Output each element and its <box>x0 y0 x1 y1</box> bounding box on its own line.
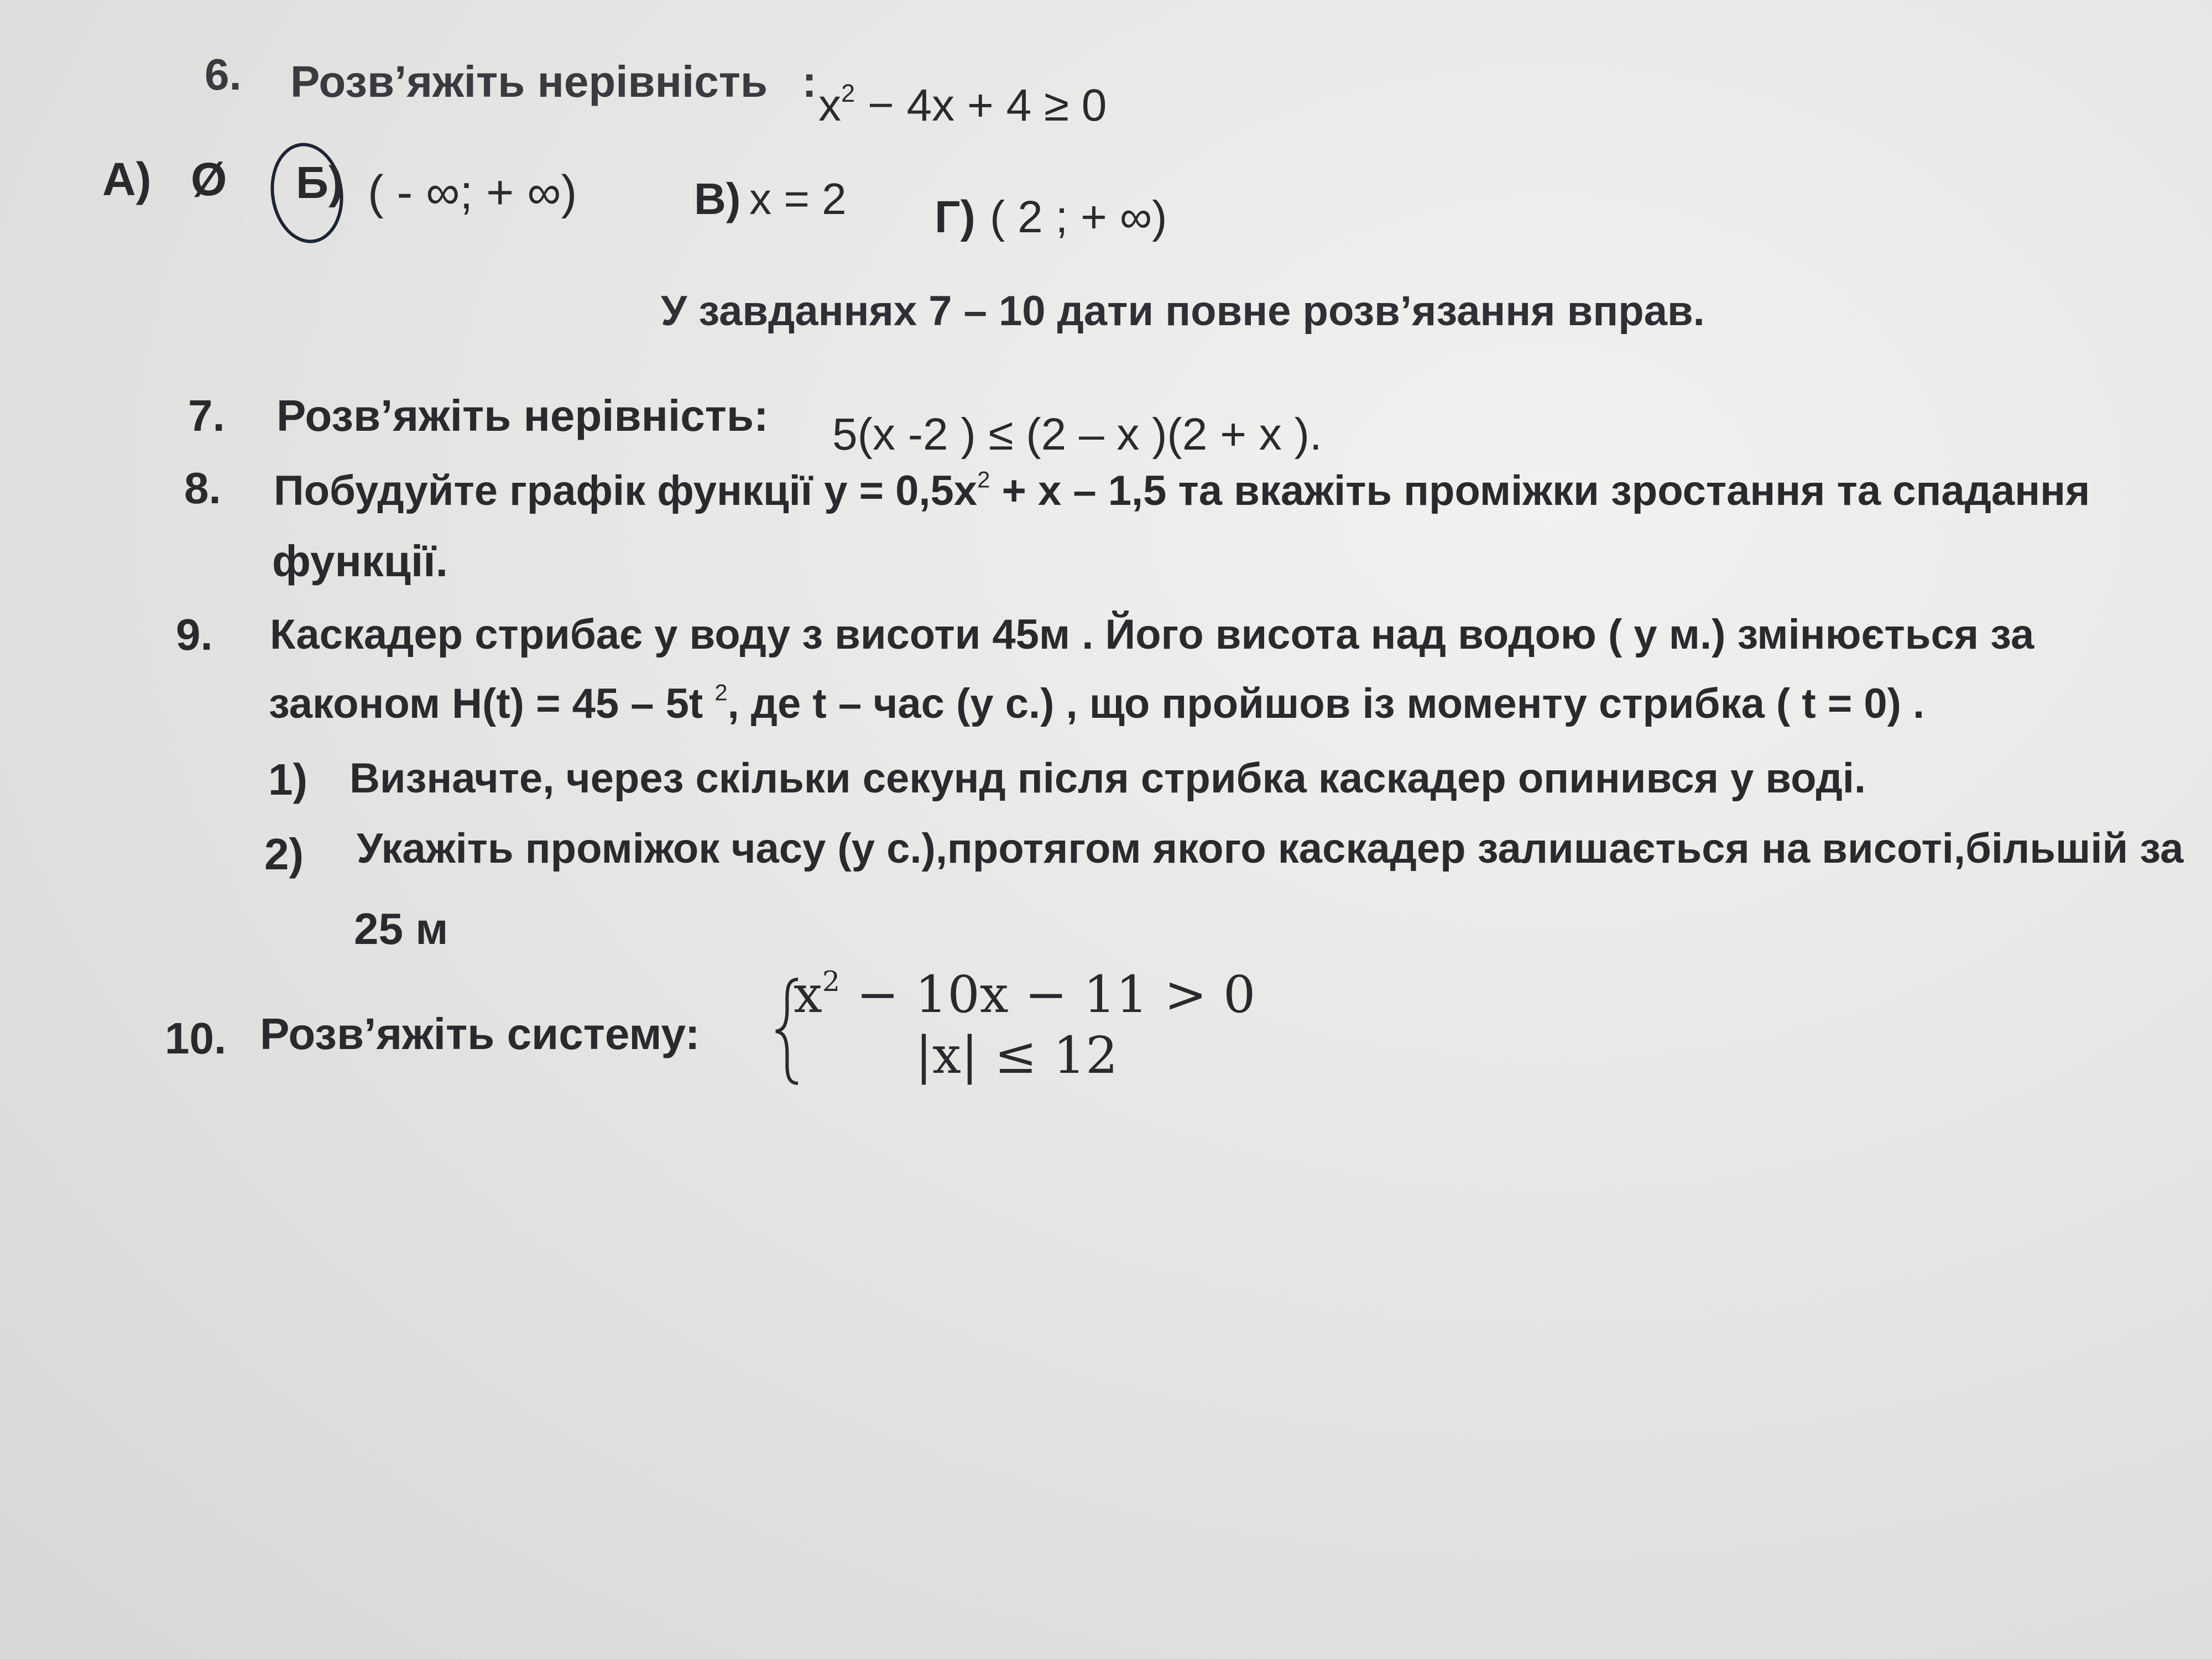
q9-line2 <box>269 679 1925 727</box>
q7-expression: 5(x -2 ) ≤ (2 – x )(2 + x ). <box>832 409 1322 460</box>
q7-text: Розв’яжіть нерівність: <box>276 391 769 440</box>
eq1-exponent: 2 <box>822 965 841 998</box>
q9-sub1-number: 1) <box>268 755 308 804</box>
q6-number: 6. <box>205 50 242 99</box>
q8-text-end: + х – 1,5 та вкажіть проміжки зростання та спадання <box>990 467 2090 514</box>
q8-line2: функції. <box>272 536 448 586</box>
q9-sub2-number: 2) <box>264 830 304 879</box>
option-a-value: Ø <box>191 153 227 205</box>
q6-prompt: Розв’яжіть нерівність <box>290 57 768 106</box>
q6-expr-base: x <box>818 80 841 131</box>
q8-exponent: 2 <box>977 466 990 493</box>
q9-law-exponent: 2 <box>714 679 728 706</box>
q6-text <box>290 57 817 106</box>
q8-number: 8. <box>184 463 221 513</box>
q9-line1: Каскадер стрибає у воду з висоти 45м . Його висота над водою ( у м.) змінюється за <box>270 611 2034 658</box>
q8-text-start: Побудуйте графік функції у = 0,5х <box>274 467 978 514</box>
q9-law-end: , де t – час (у с.) , що пройшов із моменту стрибка ( t = 0) . <box>727 680 1925 727</box>
section-heading: У завданнях 7 – 10 дати повне розв’язання вправ. <box>661 288 1705 335</box>
option-b-value: ( - ∞; + ∞) <box>368 166 577 219</box>
q7-number: 7. <box>188 391 225 440</box>
option-g-label: Г) <box>935 192 975 242</box>
q9-sub1-text: Визначте, через скільки секунд після стрибка каскадер опинився у воді. <box>349 755 1866 802</box>
q6-expression <box>818 79 1107 131</box>
eq1-rest: − 10x − 11 > 0 <box>840 965 1256 1024</box>
eq1-base: x <box>794 965 822 1024</box>
option-v-label: В) <box>694 174 741 223</box>
q9-sub2-continuation: 25 м <box>354 904 448 953</box>
option-v-value: x = 2 <box>749 174 847 223</box>
system-equation-1 <box>794 965 1255 1024</box>
q9-law-start: законом H(t) = 45 – 5t <box>269 680 715 727</box>
q6-expr-rest: − 4x + 4 ≥ 0 <box>855 80 1107 131</box>
option-g-value: ( 2 ; + ∞) <box>990 192 1167 242</box>
system-equation-2: |x| ≤ 12 <box>915 1026 1118 1085</box>
q6-expr-exponent: 2 <box>841 79 855 108</box>
q9-sub2-text: Укажіть проміжок часу (у с.),протягом якого каскадер залишається на висоті,більшій за <box>357 825 2184 872</box>
q10-text: Розв’яжіть систему: <box>260 1009 700 1058</box>
option-a-label: А) <box>102 153 152 205</box>
q8-line1 <box>274 466 2090 514</box>
option-b-label: Б) <box>296 158 344 208</box>
q9-number: 9. <box>176 610 213 659</box>
q6-colon: : <box>802 57 817 106</box>
q10-number: 10. <box>165 1014 227 1063</box>
